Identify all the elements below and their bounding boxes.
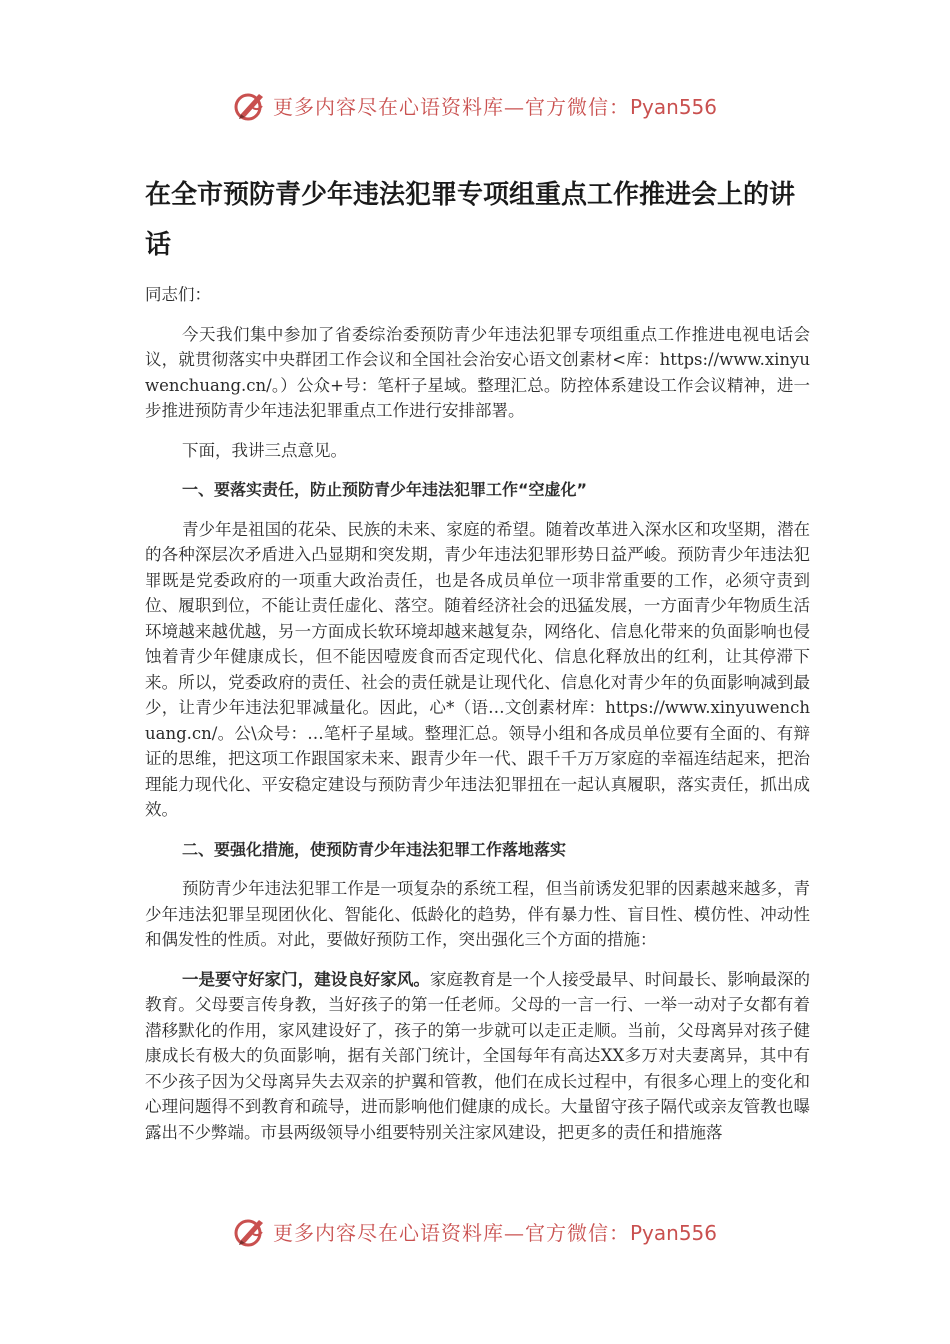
point1-paragraph	[145, 967, 810, 1146]
footer-banner	[0, 1211, 950, 1251]
wechat-id: Pyan556	[629, 1220, 717, 1245]
section2-body: 预防青少年违法犯罪工作是一项复杂的系统工程，但当前诱发犯罪的因素越来越多，青少年违法犯罪呈现团伙化、智能化、低龄化的趋势，伴有暴力性、盲目性、模仿性、冲动性和偶发性的性质。对此，要做好预防工作，突出强化三个方面的措施：	[145, 879, 810, 949]
document-title: 在全市预防青少年违法犯罪专项组重点工作推进会上的讲话	[145, 180, 796, 260]
banner-text: 更多内容尽在心语资料库—官方微信：Pyan556	[272, 94, 717, 119]
point1-lead: 一是要守好家门，建设良好家风。	[182, 969, 430, 989]
banner-text: 更多内容尽在心语资料库—官方微信：Pyan556	[272, 1220, 717, 1245]
salutation: 同志们：	[145, 285, 211, 304]
point1-body: 家庭教育是一个人接受最早、时间最长、影响最深的教育。父母要言传身教，当好孩子的第一任老师。父母的一言一行、一举一动对子女都有着潜移默化的作用，家风建设好了，孩子的第一步就可以走正走顺。当前，父母离异对孩子健康成长有极大的负面影响，据有关部门统计，全国每年有高达XX多万对夫妻离异，其中有不少孩子因为父母离异失去双亲的护翼和管教，他们在成长过程中，有很多心理上的变化和心理问题得不到教育和疏导，进而影响他们健康的成长。大量留守孩子隔代或亲友管教也曝露出不少弊端。市县两级领导小组要特别关注家风建设，把更多的责任和措施落	[145, 969, 811, 1142]
transition-paragraph: 下面，我讲三点意见。	[182, 440, 347, 460]
header-banner	[0, 85, 950, 125]
pen-logo-icon	[233, 1214, 267, 1248]
document-body	[145, 170, 810, 1145]
pen-logo-icon	[233, 88, 267, 122]
intro-paragraph: 今天我们集中参加了省委综治委预防青少年违法犯罪专项组重点工作推进电视电话会议，就贯彻落实中央群团工作会议和全国社会治安心语文创素材<库：https://www.xinyuwenchuang.cn/。）公众+号：笔杆子星域。整理汇总。防控体系建设工作会议精神，进一步推进预防青少年违法犯罪重点工作进行安排部署。	[145, 324, 810, 420]
wechat-id: Pyan556	[629, 94, 717, 119]
section2-heading: 二、要强化措施，使预防青少年违法犯罪工作落地落实	[182, 839, 567, 859]
section1-heading: 一、要落实责任，防止预防青少年违法犯罪工作“空虚化”	[182, 480, 588, 499]
section1-body: 青少年是祖国的花朵、民族的未来、家庭的希望。随着改革进入深水区和攻坚期，潜在的各种深层次矛盾进入凸显期和突发期，青少年违法犯罪形势日益严峻。预防青少年违法犯罪既是党委政府的一项重大政治责任，也是各成员单位一项非常重要的工作，必须守责到位、履职到位，不能让责任虚化、落空。随着经济社会的迅猛发展，一方面青少年物质生活环境越来越优越，另一方面成长软环境却越来越复杂，网络化、信息化带来的负面影响也侵蚀着青少年健康成长，但不能因噎废食而否定现代化、信息化释放出的红利，让其停滞下来。所以，党委政府的责任、社会的责任就是让现代化、信息化对青少年的负面影响减到最少，让青少年违法犯罪减量化。因此，心*（语…文创素材库：https://www.xinyuwenchuang.cn/。公\众号：…笔杆子星域。整理汇总。领导小组和各成员单位要有全面的、有辩证的思维，把这项工作跟国家未来、跟青少年一代、跟千千万万家庭的幸福连结起来，把治理能力现代化、平安稳定建设与预防青少年违法犯罪扭在一起认真履职，落实责任，抓出成效。	[145, 519, 810, 819]
